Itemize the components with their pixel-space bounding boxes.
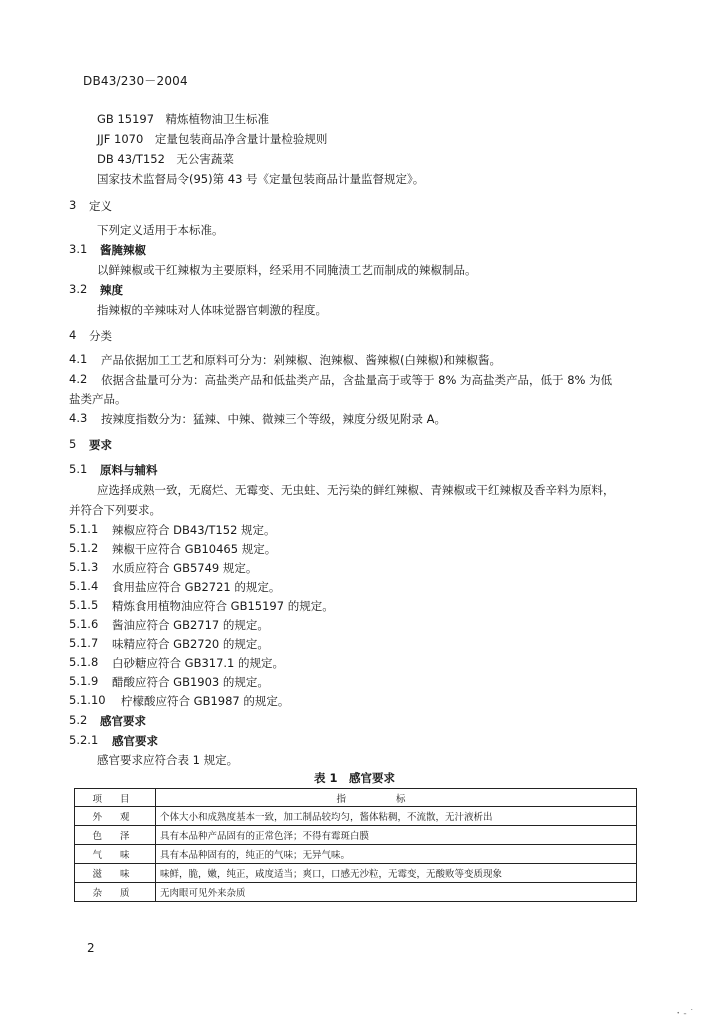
table-cell-item: 气味 — [75, 845, 156, 864]
item-text: 醋酸应符合 GB1903 的规定。 — [112, 675, 269, 689]
section-4-1-text: 产品依据加工工艺和原料可分为：剁辣椒、泡辣椒、酱辣椒(白辣椒)和辣椒酱。 — [101, 353, 501, 367]
reference-jjf1070: JJF 1070 定量包装商品净含量计量检验规则 — [97, 132, 328, 146]
table-row — [75, 826, 637, 845]
item-number: 5.1.4 — [69, 579, 99, 593]
item-number: 5.1.6 — [69, 617, 99, 631]
section-3-1-text: 以鲜辣椒或干红辣椒为主要原料，经采用不同腌渍工艺而制成的辣椒制品。 — [97, 263, 477, 277]
item-text: 柠檬酸应符合 GB1987 的规定。 — [121, 694, 290, 708]
table-cell-item: 色泽 — [75, 826, 156, 845]
item-number: 5.1.8 — [69, 655, 99, 669]
section-3-intro: 下列定义适用于本标准。 — [97, 223, 224, 237]
section-4-2-text-continued: 盐类产品。 — [69, 392, 127, 406]
section-4-2-number: 4.2 — [69, 372, 88, 386]
item-number: 5.1.10 — [69, 693, 106, 707]
table-cell-index: 无肉眼可见外来杂质 — [156, 883, 637, 902]
section-4-1-number: 4.1 — [69, 352, 88, 366]
table-cell-index: 味鲜，脆，嫩，纯正，咸度适当；爽口，口感无沙粒，无霉变，无酸败等变质现象 — [156, 864, 637, 883]
item-number: 5.1.2 — [69, 541, 99, 555]
section-3-2-number: 3.2 — [69, 282, 88, 296]
section-5-2-1-text: 感官要求应符合表 1 规定。 — [97, 753, 239, 767]
reference-gb15197: GB 15197 精炼植物油卫生标准 — [97, 112, 270, 126]
section-3-title: 定义 — [89, 199, 112, 213]
item-number: 5.1.1 — [69, 522, 99, 536]
item-text: 酱油应符合 GB2717 的规定。 — [112, 618, 269, 632]
page-number: 2 — [87, 941, 95, 955]
section-3-number: 3 — [69, 198, 77, 212]
section-4-number: 4 — [69, 328, 77, 342]
table-cell-index: 具有本品种固有的，纯正的气味；无异气味。 — [156, 845, 637, 864]
section-5-1-number: 5.1 — [69, 462, 88, 476]
table-cell-index: 个体大小和成熟度基本一致，加工制品较均匀，酱体粘稠，不流散，无汁液析出 — [156, 807, 637, 826]
section-3-2-title: 辣度 — [100, 283, 123, 297]
section-4-3-text: 按辣度指数分为：猛辣、中辣、微辣三个等级，辣度分级见附录 A。 — [101, 412, 447, 426]
section-4-2-text: 依据含盐量可分为：高盐类产品和低盐类产品，含盐量高于或等于 8% 为高盐类产品，低于 8% 为低 — [101, 373, 613, 387]
section-5-2-1-number: 5.2.1 — [69, 733, 99, 747]
table-cell-item: 外观 — [75, 807, 156, 826]
section-3-2-text: 指辣椒的辛辣味对人体味觉器官刺激的程度。 — [97, 303, 327, 317]
table-row — [75, 845, 637, 864]
item-text: 精炼食用植物油应符合 GB15197 的规定。 — [112, 599, 334, 613]
section-5-2-number: 5.2 — [69, 713, 88, 727]
table-caption: 表 1 感官要求 — [314, 771, 396, 785]
table-cell-item: 滋味 — [75, 864, 156, 883]
item-text: 辣椒干应符合 GB10465 规定。 — [112, 542, 277, 556]
table-header-index: 指标 — [156, 789, 637, 807]
section-5-2-title: 感官要求 — [100, 714, 146, 728]
section-3-1-title: 酱腌辣椒 — [100, 243, 146, 257]
scan-smudge: ･ - ˙ — [676, 1009, 694, 1019]
document-code: DB43/230－2004 — [83, 74, 188, 88]
table-row — [75, 807, 637, 826]
table-header-item: 项目 — [75, 789, 156, 807]
section-5-2-1-title: 感官要求 — [112, 734, 158, 748]
section-5-number: 5 — [69, 437, 77, 451]
item-number: 5.1.9 — [69, 674, 99, 688]
item-text: 味精应符合 GB2720 的规定。 — [112, 637, 269, 651]
item-number: 5.1.7 — [69, 636, 99, 650]
sensory-requirements-table — [74, 788, 637, 902]
item-text: 水质应符合 GB5749 规定。 — [112, 561, 258, 575]
section-3-1-number: 3.1 — [69, 242, 88, 256]
table-row — [75, 864, 637, 883]
section-5-1-text: 应选择成熟一致，无腐烂、无霉变、无虫蛀、无污染的鲜红辣椒、青辣椒或干红辣椒及香辛料为原料， — [97, 483, 615, 497]
section-5-1-text-continued: 并符合下列要求。 — [69, 503, 161, 517]
reference-decree-95-43: 国家技术监督局令(95)第 43 号《定量包装商品计量监督规定》。 — [97, 172, 425, 186]
section-5-1-title: 原料与辅料 — [100, 463, 158, 477]
item-text: 食用盐应符合 GB2721 的规定。 — [112, 580, 281, 594]
item-text: 白砂糖应符合 GB317.1 的规定。 — [112, 656, 285, 670]
table-cell-item: 杂质 — [75, 883, 156, 902]
item-number: 5.1.3 — [69, 560, 99, 574]
reference-db43-t152: DB 43/T152 无公害蔬菜 — [97, 152, 234, 166]
table-cell-index: 具有本品种产品固有的正常色泽；不得有霉斑白膜 — [156, 826, 637, 845]
table-row — [75, 883, 637, 902]
item-number: 5.1.5 — [69, 598, 99, 612]
table-header-row — [75, 789, 637, 807]
item-text: 辣椒应符合 DB43/T152 规定。 — [112, 523, 276, 537]
section-4-3-number: 4.3 — [69, 411, 88, 425]
section-5-title: 要求 — [89, 438, 112, 452]
section-4-title: 分类 — [89, 329, 112, 343]
